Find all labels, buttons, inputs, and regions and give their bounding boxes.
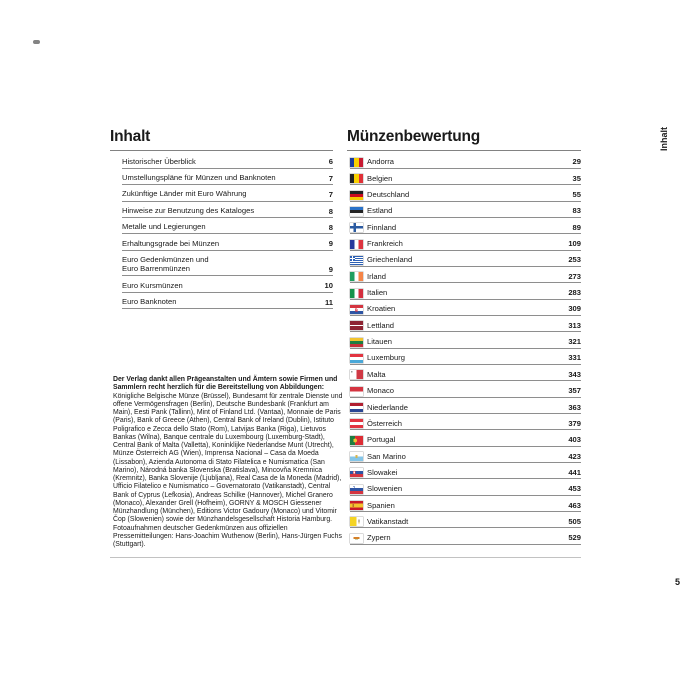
rating-row [350,332,581,348]
slowakei-flag-icon [350,468,363,477]
toc-item-page: 8 [328,206,333,216]
toc-item-label: Zukünftige Länder mit Euro Währung [122,189,247,199]
rating-country-label: Italien [367,288,388,298]
rating-country-label: Spanien [367,500,395,510]
toc-item-page: 11 [324,297,333,307]
rating-page: 253 [568,255,581,265]
rating-country-label: Kroatien [367,304,396,314]
toc-item-label: Euro Banknoten [122,296,177,306]
ratings-title-rule [347,150,581,151]
rating-row [350,430,581,446]
rating-page: 379 [568,418,581,428]
rating-country-label: Lettland [367,320,395,330]
vatikan-flag-icon [350,517,363,526]
rating-page: 331 [568,353,581,363]
rating-country-label: Finnland [367,222,397,232]
rating-row [350,316,581,332]
footer-rule [110,557,581,558]
rating-row [350,251,581,267]
frankreich-flag-icon [350,240,363,249]
ratings-column [347,128,581,545]
portugal-flag-icon [350,436,363,445]
rating-page: 109 [568,239,581,249]
rating-row [350,185,581,201]
rating-country-label: Vatikanstadt [367,516,409,526]
rating-page: 35 [572,173,581,183]
rating-page: 357 [568,386,581,396]
rating-page: 453 [568,484,581,494]
rating-page: 273 [568,271,581,281]
rating-row [350,463,581,479]
rating-page: 403 [568,435,581,445]
rating-page: 29 [572,157,581,167]
rating-page: 463 [568,500,581,510]
scan-artifact [33,40,40,44]
rating-page: 309 [568,304,581,314]
acknowledgement-intro: Der Verlag dankt allen Prägeanstalten und Ämtern sowie Firmen und Sammlern recht herzlich für die Bereitstellung von Abbildungen: [113,376,338,392]
spanien-flag-icon [350,501,363,510]
rating-country-label: Andorra [367,157,395,167]
rating-country-label: Monaco [367,386,395,396]
toc-row [122,153,333,169]
belgien-flag-icon [350,174,363,183]
rating-page: 529 [568,533,581,543]
toc-item-label: Historischer Überblick [122,156,196,166]
toc-title: Inhalt [110,128,151,145]
rating-row [350,234,581,250]
rating-row [350,153,581,169]
rating-row [350,398,581,414]
andorra-flag-icon [350,158,363,167]
toc-row [122,169,333,185]
toc-item-page: 7 [328,173,333,183]
acknowledgement-paragraph [113,376,345,549]
rating-country-label: Slowenien [367,484,403,494]
griechenland-flag-icon [350,256,363,265]
toc-item-label: Metalle und Legierungen [122,222,206,232]
rating-row [350,267,581,283]
toc-row [122,293,333,309]
contents-column [110,128,343,548]
rating-row [350,300,581,316]
litauen-flag-icon [350,338,363,347]
deutschland-flag-icon [350,191,363,200]
lettland-flag-icon [350,321,363,330]
rating-page: 505 [568,516,581,526]
toc-item-label: Euro Kursmünzen [122,280,183,290]
rating-page: 313 [568,320,581,330]
toc-item-page: 8 [328,222,333,232]
rating-page: 283 [568,288,581,298]
rating-country-label: San Marino [367,451,406,461]
rating-country-label: Niederlande [367,402,408,412]
slowenien-flag-icon [350,485,363,494]
sanmarino-flag-icon [350,452,363,461]
rating-country-label: Portugal [367,435,396,445]
toc-list [122,153,333,310]
toc-title-rule [110,150,333,151]
toc-row [122,276,333,292]
toc-row [122,202,333,218]
toc-row [122,251,333,277]
rating-country-label: Zypern [367,533,391,543]
rating-page: 55 [572,190,581,200]
monaco-flag-icon [350,387,363,396]
rating-page: 89 [572,222,581,232]
rating-row [350,528,581,544]
rating-row [350,381,581,397]
rating-page: 343 [568,369,581,379]
rating-country-label: Litauen [367,337,392,347]
rating-country-label: Griechenland [367,255,413,265]
rating-page: 83 [572,206,581,216]
ratings-list [350,153,581,545]
rating-row [350,496,581,512]
italien-flag-icon [350,289,363,298]
toc-item-page: 7 [328,190,333,200]
rating-row [350,512,581,528]
rating-row [350,365,581,381]
toc-item-page: 9 [328,239,333,249]
toc-item-page: 6 [328,157,333,167]
rating-row [350,202,581,218]
zypern-flag-icon [350,534,363,543]
toc-item-page: 9 [328,264,333,274]
malta-flag-icon [350,370,363,379]
oesterreich-flag-icon [350,419,363,428]
rating-country-label: Luxemburg [367,353,405,363]
rating-row [350,283,581,299]
rating-country-label: Irland [367,271,386,281]
toc-item-page: 10 [324,281,333,291]
rating-page: 441 [568,467,581,477]
estland-flag-icon [350,207,363,216]
rating-row [350,169,581,185]
rating-country-label: Frankreich [367,239,403,249]
niederlande-flag-icon [350,403,363,412]
toc-item-label: Erhaltungsgrade bei Münzen [122,238,220,248]
toc-item-label: Hinweise zur Benutzung des Kataloges [122,205,255,215]
luxemburg-flag-icon [350,354,363,363]
kroatien-flag-icon [350,305,363,314]
rating-page: 423 [568,451,581,461]
page-number: 5 [674,577,680,587]
rating-page: 321 [568,337,581,347]
rating-row [350,218,581,234]
rating-row [350,414,581,430]
side-tab-inhalt: Inhalt [659,127,669,151]
toc-row [122,218,333,234]
rating-country-label: Österreich [367,418,403,428]
rating-country-label: Belgien [367,173,393,183]
toc-item-label: Umstellungspläne für Münzen und Banknoten [122,172,276,182]
rating-row [350,447,581,463]
toc-item-label: Euro Gedenkmünzen und Euro Barrenmünzen [122,255,209,274]
rating-page: 363 [568,402,581,412]
rating-country-label: Deutschland [367,190,410,200]
acknowledgement-body: Königliche Belgische Münze (Brüssel), Bundesamt für zentrale Dienste und offene Vermögensfragen (Berlin), Deutsche Bundesbank (Frankfurt am Main), Eesti Pank (Tallinn), Mint of Finland Ltd. (Vantaa), Monnaie de Paris (Paris), Bank of Greece (Athen), Central Bank of Ireland (Dublin), Istituto Poligrafico e Zecca dello Stato (Rom), Latvijas Banka (Riga), Lietuvos Bankas (Wilna), Banque centrale du Luxembourg (Luxemburg-Stadt), Central Bank of Malta (Valletta), Koninklijke Nederlandse Munt (Utrecht), Münze Österreich AG (Wien), Imprensa Nacional – Casa da Moeda (Lissabon), Azienda Autonoma di Stato Filatelica e Numismatica (San Marino), Národná banka Slovenska (Bratislava), Mincovňa Kremnica (Kremnitz), Banka Slovenije (Ljubljana), Real Casa de la Moneda (Madrid), Ufficio Filatelico e Numismatico – Governatorato (Vatikanstadt), Central Bank of Cyprus (Lefkosia), Andreas Schilke (Hannover), Michel Granero (Monaco), Alexander Grell (Hofheim), GORNY & MOSCH Giessener Münzhandlung (München), Editions Victor Gadoury (Monaco) und Vitomir Čop (Slowenien) sowie der Münzhandelsgesellschaft Historia Hamburg. Fotoaufnahmen deutscher Gedenkmünzen aus offiziellen Pressemitteilungen: Hans-Joachim Wuthenow (Berlin), Hans-Jürgen Fuchs (Stuttgart). [113,392,343,548]
rating-row [350,479,581,495]
toc-row [122,234,333,250]
finnland-flag-icon [350,223,363,232]
toc-row [122,185,333,201]
rating-row [350,349,581,365]
rating-country-label: Estland [367,206,393,216]
irland-flag-icon [350,272,363,281]
ratings-title: Münzenbewertung [347,128,481,145]
rating-country-label: Slowakei [367,467,398,477]
rating-country-label: Malta [367,369,386,379]
